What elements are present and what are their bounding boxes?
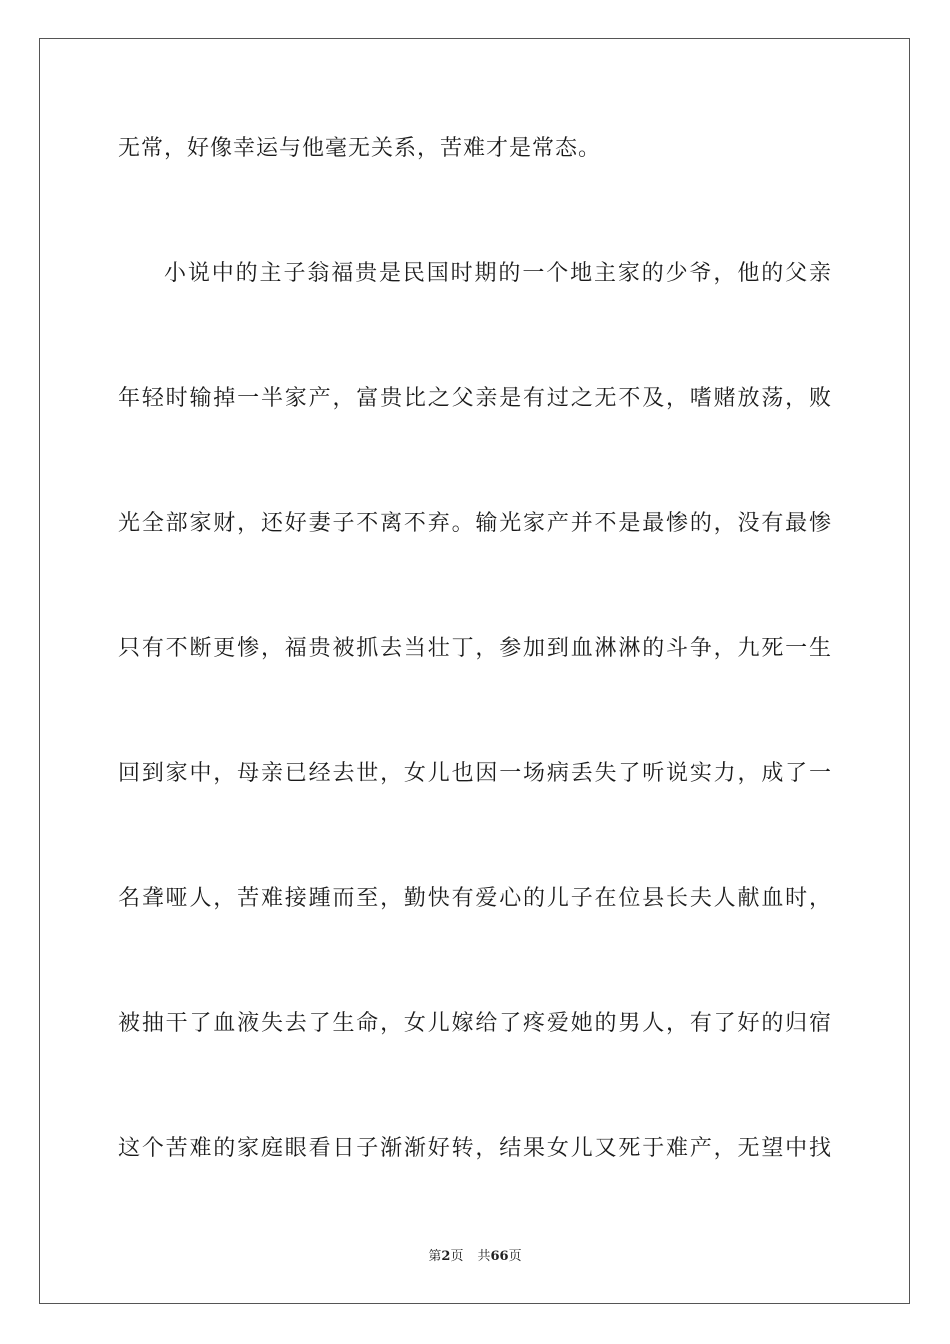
text-line-5: 只有不断更惨，福贵被抓去当壮丁，参加到血淋淋的斗争，九死一生 (118, 636, 832, 661)
text-line-9: 这个苦难的家庭眼看日子渐渐好转，结果女儿又死于难产，无望中找 (118, 1136, 832, 1161)
text-line-8: 被抽干了血液失去了生命，女儿嫁给了疼爱她的男人，有了好的归宿 (118, 1011, 832, 1036)
paragraph-gap (118, 169, 832, 253)
total-pages: 66 (490, 1249, 509, 1264)
page-footer (0, 1245, 950, 1264)
body-text (118, 128, 832, 1169)
total-prefix: 共 (477, 1249, 491, 1264)
line-gap (118, 544, 832, 628)
page-prefix: 第 (428, 1249, 442, 1264)
text-line-7: 名聋哑人，苦难接踵而至，勤快有爱心的儿子在位县长夫人献血时， (118, 886, 832, 911)
line-gap (118, 1044, 832, 1128)
text-line-4: 光全部家财，还好妻子不离不弃。输光家产并不是最惨的，没有最惨 (118, 511, 832, 536)
line-gap (118, 794, 832, 878)
line-gap (118, 294, 832, 378)
total-suffix: 页 (508, 1249, 522, 1264)
page-suffix: 页 (450, 1249, 464, 1264)
page-number: 2 (441, 1249, 451, 1264)
text-line-6: 回到家中，母亲已经去世，女儿也因一场病丢失了听说实力，成了一 (118, 761, 832, 786)
line-gap (118, 419, 832, 503)
text-line-2: 小说中的主子翁福贵是民国时期的一个地主家的少爷，他的父亲 (164, 261, 832, 286)
line-gap (118, 669, 832, 753)
text-line-3: 年轻时输掉一半家产，富贵比之父亲是有过之无不及，嗜赌放荡，败 (118, 386, 832, 411)
text-line-1: 无常，好像幸运与他毫无关系，苦难才是常态。 (118, 136, 602, 161)
line-gap (118, 919, 832, 1003)
